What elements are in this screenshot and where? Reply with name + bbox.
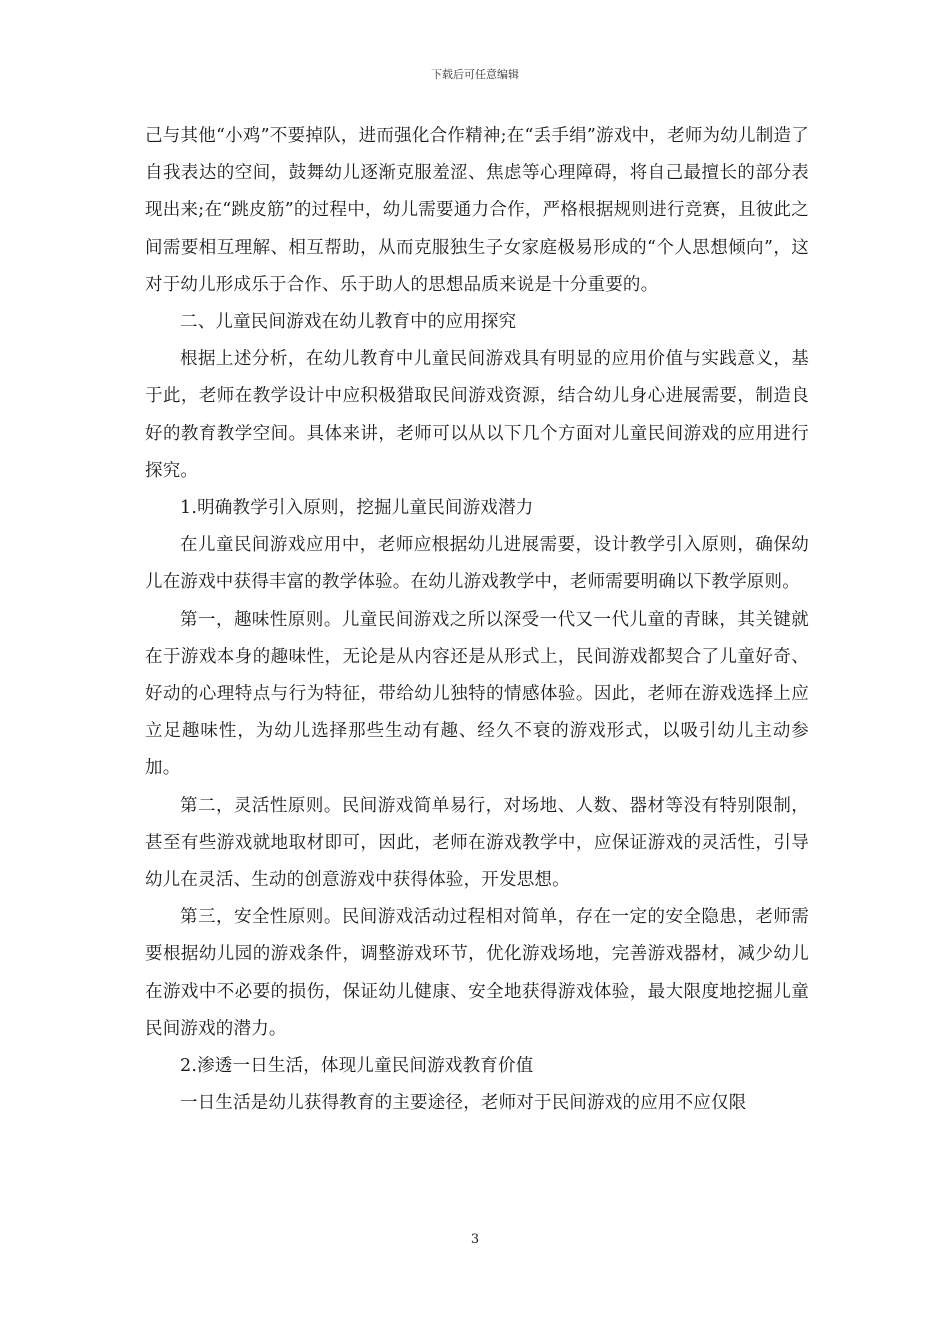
page-number: 3: [470, 1232, 480, 1247]
paragraph: 第二，灵活性原则。民间游戏简单易行，对场地、人数、器材等没有特别限制，甚至有些游戏就地取材即可，因此，老师在游戏教学中，应保证游戏的灵活性，引导幼儿在灵活、生动的创意游戏中获得体验，开发思想。: [145, 795, 809, 891]
paragraph: 根据上述分析，在幼儿教育中儿童民间游戏具有明显的应用价值与实践意义，基于此，老师在教学设计中应积极猎取民间游戏资源，结合幼儿身心进展需要，制造良好的教育教学空间。具体来讲，老师可以从以下几个方面对儿童民间游戏的应用进行探究。: [145, 349, 809, 481]
paragraph: 己与其他“小鸡”不要掉队，进而强化合作精神;在“丢手绢”游戏中，老师为幼儿制造了自我表达的空间，鼓舞幼儿逐渐克服羞涩、焦虑等心理障碍，将自己最擅长的部分表现出来;在“跳皮筋”的过程中，幼儿需要通力合作，严格根据规则进行竞赛，且彼此之间需要相互理解、相互帮助，从而克服独生子女家庭极易形成的“个人思想倾向”，这对于幼儿形成乐于合作、乐于助人的思想品质来说是十分重要的。: [145, 126, 809, 295]
paragraph: 第三，安全性原则。民间游戏活动过程相对简单，存在一定的安全隐患，老师需要根据幼儿园的游戏条件，调整游戏环节，优化游戏场地，完善游戏器材，减少幼儿在游戏中不必要的损伤，保证幼儿健康、安全地获得游戏体验，最大限度地挖掘儿童民间游戏的潜力。: [145, 907, 809, 1039]
paragraph: 一日生活是幼儿获得教育的主要途径，老师对于民间游戏的应用不应仅限: [180, 1093, 747, 1114]
paragraph: 第一，趣味性原则。儿童民间游戏之所以深受一代又一代儿童的青睐，其关键就在于游戏本身的趣味性，无论是从内容还是从形式上，民间游戏都契合了儿童好奇、好动的心理特点与行为特征，带给幼儿独特的情感体验。因此，老师在游戏选择上应立足趣味性，为幼儿选择那些生动有趣、经久不衰的游戏形式，以吸引幼儿主动参加。: [145, 609, 809, 779]
section-heading: 二、儿童民间游戏在幼儿教育中的应用探究: [180, 312, 517, 333]
subsection-heading: 1.明确教学引入原则，挖掘儿童民间游戏潜力: [180, 498, 534, 519]
document-body: [145, 118, 809, 1122]
paragraph: 在儿童民间游戏应用中，老师应根据幼儿进展需要，设计教学引入原则，确保幼儿在游戏中获得丰富的教学体验。在幼儿游戏教学中，老师需要明确以下教学原则。: [145, 535, 809, 593]
subsection-heading: 2.渗透一日生活，体现儿童民间游戏教育价值: [180, 1056, 534, 1077]
page-header: 下载后可任意编辑: [431, 68, 519, 81]
